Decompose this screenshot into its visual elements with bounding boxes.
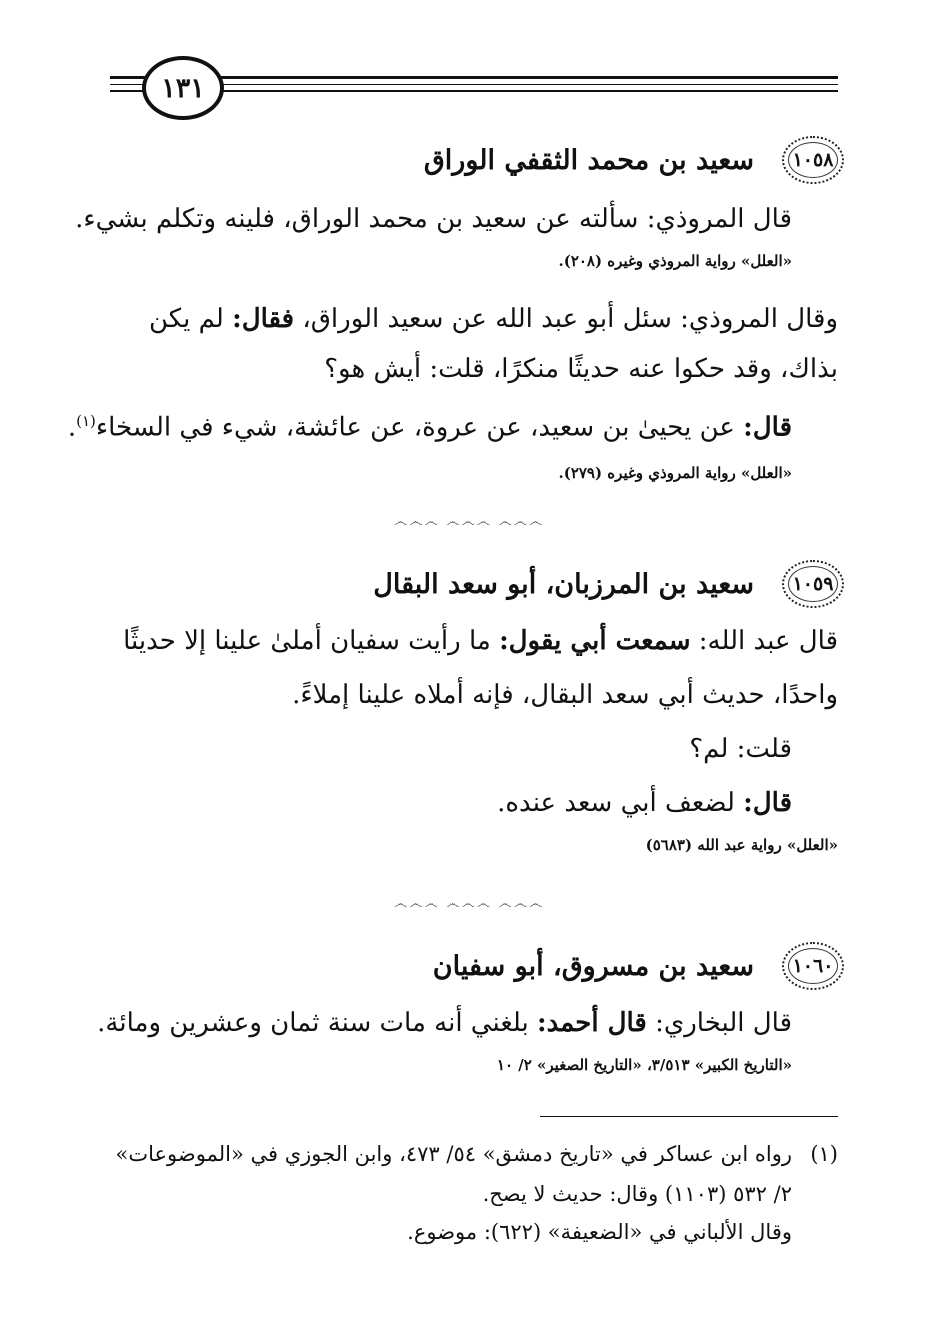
entry-heading bbox=[433, 942, 844, 990]
paragraph bbox=[68, 398, 792, 451]
entry-heading bbox=[424, 136, 844, 184]
section-divider-ornament: ෴෴෴ ෴෴෴ ෴෴෴ bbox=[393, 896, 545, 912]
paragraph bbox=[97, 1000, 792, 1046]
text-run: بلغني أنه مات سنة ثمان وعشرين ومائة. bbox=[97, 1008, 537, 1038]
paragraph bbox=[497, 780, 792, 826]
footnote-number: (١) bbox=[810, 1142, 838, 1166]
paragraph: قال المروذي: سألته عن سعيد بن محمد الوراق، فلينه وتكلم بشيء. bbox=[75, 204, 792, 234]
source-citation: «العلل» رواية المروذي وغيره (٢٠٨). bbox=[558, 252, 792, 270]
page-number: ١٣١ bbox=[142, 56, 224, 120]
text-run: عن يحيىٰ بن سعيد، عن عروة، عن عائشة، شيء في السخاء bbox=[95, 412, 744, 443]
paragraph bbox=[149, 296, 838, 342]
footnote-reference[interactable]: (١) bbox=[76, 412, 96, 430]
entry-heading bbox=[373, 560, 844, 608]
bold-text: قال: bbox=[743, 412, 792, 443]
entry-number-badge: ١٠٦٠ bbox=[782, 942, 844, 990]
paragraph bbox=[123, 618, 838, 664]
entry-number-badge: ١٠٥٩ bbox=[782, 560, 844, 608]
footnote-rule bbox=[540, 1116, 838, 1117]
paragraph-continued: واحدًا، حديث أبي سعد البقال، فإنه أملاه علينا إملاءً. bbox=[292, 680, 838, 710]
bold-text: قال أحمد: bbox=[536, 1008, 647, 1038]
text-run: . bbox=[67, 412, 77, 443]
bold-text: سمعت أبي يقول: bbox=[499, 626, 691, 656]
bold-text: فقال: bbox=[232, 304, 295, 334]
text-run: وقال المروذي: سئل أبو عبد الله عن سعيد الوراق، bbox=[294, 304, 838, 334]
source-citation: «التاريخ الكبير» ٣/٥١٣، «التاريخ الصغير» ٢/ ١٠ bbox=[496, 1056, 792, 1074]
entry-title: سعيد بن المرزبان، أبو سعد البقال bbox=[373, 568, 754, 600]
source-citation: «العلل» رواية المروذي وغيره (٢٧٩). bbox=[558, 464, 792, 482]
source-citation: «العلل» رواية عبد الله (٥٦٨٣) bbox=[645, 836, 838, 854]
footnote-text: رواه ابن عساكر في «تاريخ دمشق» ٥٤/ ٤٧٣، وابن الجوزي في «الموضوعات» bbox=[115, 1142, 792, 1166]
paragraph: قلت: لم؟ bbox=[689, 734, 792, 764]
text-run: قال البخاري: bbox=[646, 1008, 792, 1038]
paragraph-continued: بذاك، وقد حكوا عنه حديثًا منكرًا، قلت: أيش هو؟ bbox=[324, 354, 838, 384]
text-run: لضعف أبي سعد عنده. bbox=[497, 788, 744, 818]
text-run: ما رأيت سفيان أملىٰ علينا إلا حديثًا bbox=[123, 626, 500, 656]
entry-title: سعيد بن مسروق، أبو سفيان bbox=[432, 950, 754, 982]
entry-number-badge: ١٠٥٨ bbox=[782, 136, 844, 184]
footnote bbox=[116, 1136, 838, 1172]
footnote-continued: وقال الألباني في «الضعيفة» (٦٢٢): موضوع. bbox=[407, 1220, 792, 1244]
footnote-continued: ٢/ ٥٣٢ (١١٠٣) وقال: حديث لا يصح. bbox=[482, 1182, 792, 1206]
entry-title: سعيد بن محمد الثقفي الوراق bbox=[423, 144, 754, 176]
text-run: قال عبد الله: bbox=[690, 626, 838, 656]
text-run: لم يكن bbox=[148, 304, 233, 334]
bold-text: قال: bbox=[743, 788, 792, 818]
section-divider-ornament: ෴෴෴ ෴෴෴ ෴෴෴ bbox=[393, 514, 545, 530]
